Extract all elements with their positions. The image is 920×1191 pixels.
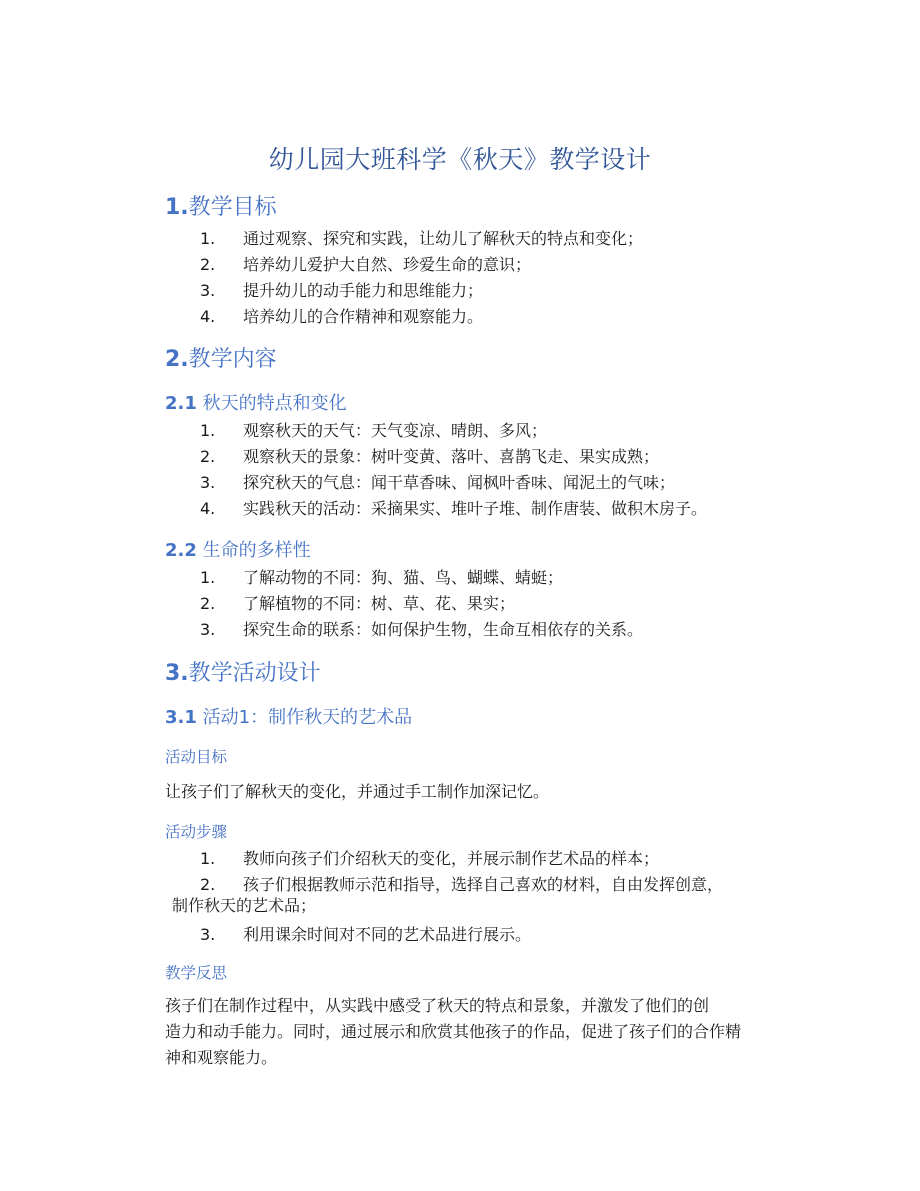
list-number: 1. <box>200 421 216 440</box>
list-item <box>200 470 675 493</box>
subsection-number: 3.1 <box>165 707 197 728</box>
list-text: 教师向孩子们介绍秋天的变化，并展示制作艺术品的样本； <box>243 849 660 868</box>
list-text: 培养幼儿爱护大自然、珍爱生命的意识； <box>243 255 532 274</box>
list-text: 实践秋天的活动：采摘果实、堆叶子堆、制作唐装、做积木房子。 <box>243 499 708 518</box>
list-number: 3. <box>200 620 216 639</box>
reflection-line: 造力和动手能力。同时，通过展示和欣赏其他孩子的作品，促进了孩子们的合作精 <box>165 1022 742 1041</box>
list-text: 观察秋天的景象：树叶变黄、落叶、喜鹊飞走、果实成熟； <box>243 447 660 466</box>
list-text: 探究生命的联系：如何保护生物，生命互相依存的关系。 <box>243 620 644 639</box>
list-number: 4. <box>200 307 216 326</box>
list-item <box>200 304 483 327</box>
list-number: 2. <box>200 875 216 894</box>
subsection-3-1-heading <box>165 703 412 729</box>
list-number: 2. <box>200 594 216 613</box>
reflection-heading: 教学反思 <box>165 964 228 982</box>
section-1-number: 1. <box>165 195 189 220</box>
section-2-title: 教学内容 <box>188 347 277 372</box>
section-2-heading <box>165 342 277 373</box>
list-number: 1. <box>200 849 216 868</box>
goal-text: 让孩子们了解秋天的变化，并通过手工制作加深记忆。 <box>165 782 550 801</box>
section-3-title: 教学活动设计 <box>188 661 321 686</box>
reflection-line: 孩子们在制作过程中，从实践中感受了秋天的特点和景象，并激发了他们的创 <box>165 996 710 1015</box>
subsection-title: 活动1：制作秋天的艺术品 <box>202 707 413 728</box>
list-item <box>200 846 659 869</box>
list-number: 2. <box>200 447 216 466</box>
list-text: 培养幼儿的合作精神和观察能力。 <box>243 307 484 326</box>
list-text: 利用课余时间对不同的艺术品进行展示。 <box>243 925 532 944</box>
subsection-number: 2.1 <box>165 393 197 414</box>
document-title: 幼儿园大班科学《秋天》教学设计 <box>268 145 652 174</box>
list-number: 1. <box>200 568 216 587</box>
list-text: 孩子们根据教师示范和指导，选择自己喜欢的材料，自由发挥创意， <box>243 875 724 894</box>
list-number: 3. <box>200 281 216 300</box>
subsection-2-1-heading <box>165 389 347 415</box>
list-item <box>200 922 531 945</box>
list-item <box>200 617 643 640</box>
list-text: 通过观察、探究和实践，让幼儿了解秋天的特点和变化； <box>243 229 644 248</box>
subsection-title: 生命的多样性 <box>202 540 311 561</box>
list-item <box>200 278 483 301</box>
steps-heading: 活动步骤 <box>165 823 228 841</box>
list-item <box>200 591 515 614</box>
section-3-heading <box>165 656 321 687</box>
list-item <box>200 444 659 467</box>
list-item <box>200 418 547 441</box>
list-item <box>200 565 563 588</box>
subsection-number: 2.2 <box>165 540 197 561</box>
list-number: 4. <box>200 499 216 518</box>
section-2-number: 2. <box>165 347 189 372</box>
list-item <box>200 226 643 249</box>
list-item-continuation: 制作秋天的艺术品； <box>172 896 317 915</box>
list-item <box>200 252 531 275</box>
section-3-number: 3. <box>165 661 189 686</box>
list-number: 1. <box>200 229 216 248</box>
subsection-2-2-heading <box>165 536 311 562</box>
list-text: 了解动物的不同：狗、猫、鸟、蝴蝶、蜻蜓； <box>243 568 564 587</box>
list-item <box>200 496 707 519</box>
list-number: 2. <box>200 255 216 274</box>
list-text: 观察秋天的天气：天气变凉、晴朗、多风； <box>243 421 548 440</box>
list-text: 探究秋天的气息：闻干草香味、闻枫叶香味、闻泥土的气味； <box>243 473 676 492</box>
list-text: 了解植物的不同：树、草、花、果实； <box>243 594 516 613</box>
list-item <box>200 872 723 895</box>
section-1-title: 教学目标 <box>188 195 277 220</box>
subsection-title: 秋天的特点和变化 <box>202 393 347 414</box>
list-text: 提升幼儿的动手能力和思维能力； <box>243 281 484 300</box>
list-number: 3. <box>200 473 216 492</box>
section-1-heading <box>165 190 277 221</box>
reflection-line: 神和观察能力。 <box>165 1048 278 1067</box>
goal-heading: 活动目标 <box>165 748 228 766</box>
list-number: 3. <box>200 925 216 944</box>
